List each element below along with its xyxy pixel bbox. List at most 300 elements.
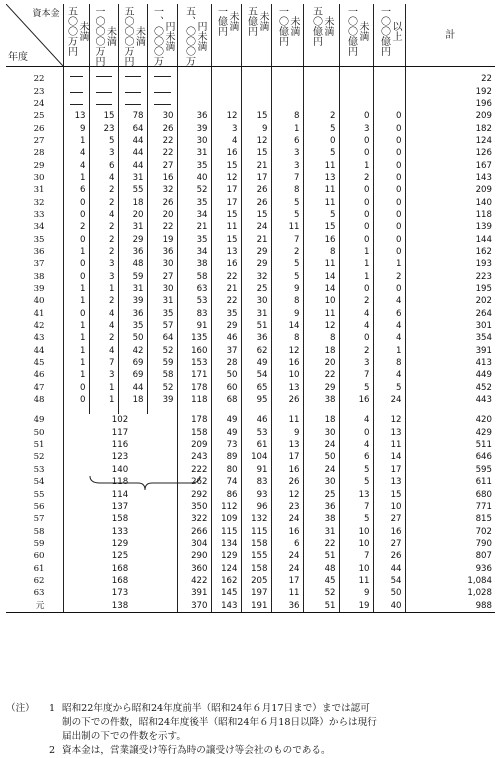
col-header-text: 一〇億円 [276,6,288,46]
value-cell: 0 [373,110,405,122]
value-cell: 1 [63,135,89,147]
value-cell: 2 [63,221,89,233]
value-cell: 30 [177,135,211,147]
value-cell: 27 [373,538,405,550]
empty-cell [373,85,405,97]
value-cell: 1 [89,382,118,394]
table-row [6,196,495,208]
value-cell: 9 [271,427,303,439]
total-cell: 452 [475,382,492,393]
value-cell: 91 [177,320,211,332]
value-cell: 73 [211,439,241,451]
value-cell: 0 [373,221,405,233]
value-cell: 15 [373,488,405,500]
col-header-text: 五億円 [245,6,257,36]
value-cell: 35 [177,196,211,208]
table-row [6,525,495,537]
year-cell: 43 [6,332,63,344]
value-cell: 6 [271,135,303,147]
empty-cell [303,98,339,110]
value-cell: 48 [303,562,339,574]
value-cell: 40 [177,172,211,184]
value-cell: 4 [373,320,405,332]
year-cell: 46 [6,369,63,381]
value-cell: 8 [271,184,303,196]
value-cell: 5 [89,135,118,147]
value-cell: 5 [271,196,303,208]
year-cell: 26 [6,122,63,134]
value-cell: 30 [303,476,339,488]
col-header-text: 一〇〇億円 [378,6,390,56]
merged-under-50m-cell: 138 [63,599,177,612]
dash-cell [63,98,89,110]
value-cell: 322 [177,513,211,525]
col-header-8 [271,4,303,67]
table-row [6,427,495,439]
year-cell: 42 [6,320,63,332]
table-row [6,233,495,245]
value-cell: 5 [271,258,303,270]
year-cell: 36 [6,246,63,258]
value-cell: 69 [118,369,147,381]
year-cell: 32 [6,196,63,208]
empty-cell [373,67,405,86]
value-cell: 3 [89,258,118,270]
year-cell: 元 [6,599,63,612]
total-cell: 264 [475,308,492,319]
value-cell: 8 [271,332,303,344]
total-cell: 223 [475,271,492,282]
col-header-2 [89,4,118,67]
total-cell: 182 [475,123,492,134]
value-cell: 13 [373,427,405,439]
value-cell: 35 [177,233,211,245]
value-cell: 1 [63,283,89,295]
value-cell: 44 [373,562,405,574]
value-cell: 1 [89,283,118,295]
value-cell: 15 [241,209,271,221]
value-cell: 160 [177,345,211,357]
total-cell: 420 [475,415,492,426]
col-header-3 [118,4,147,67]
value-cell: 30 [147,110,177,122]
col-header-text: 一〇〇億円 [345,6,357,56]
value-cell: 18 [303,414,339,426]
year-cell: 35 [6,233,63,245]
total-cell: 354 [475,333,492,344]
merged-under-50m-cell: 116 [63,439,177,451]
value-cell: 0 [373,246,405,258]
table-row [6,414,495,426]
value-cell: 6 [373,308,405,320]
value-cell: 17 [271,575,303,587]
total-cell: 192 [475,86,492,97]
value-cell: 0 [63,233,89,245]
value-cell: 0 [339,147,373,159]
col-header-10 [339,4,373,67]
value-cell: 197 [241,587,271,599]
empty-cell [177,67,211,86]
value-cell: 2 [89,196,118,208]
value-cell: 0 [339,233,373,245]
value-cell: 31 [303,525,339,537]
dash-cell [89,67,118,86]
value-cell: 39 [177,122,211,134]
value-cell: 0 [373,172,405,184]
value-cell: 12 [271,488,303,500]
value-cell: 132 [241,513,271,525]
table-row [6,147,495,159]
empty-cell [271,67,303,86]
value-cell: 209 [177,439,211,451]
total-header: 計 [405,4,495,67]
value-cell: 50 [373,587,405,599]
value-cell: 60 [211,382,241,394]
value-cell: 16 [339,394,373,406]
value-cell: 50 [303,451,339,463]
value-cell: 0 [63,196,89,208]
value-cell: 74 [211,476,241,488]
value-cell: 5 [271,271,303,283]
year-cell: 58 [6,525,63,537]
col-header-text: 円未満 [195,21,206,51]
value-cell: 12 [211,110,241,122]
total-cell: 815 [475,514,492,525]
value-cell: 2 [339,172,373,184]
value-cell: 1 [339,271,373,283]
value-cell: 13 [373,476,405,488]
value-cell: 30 [303,427,339,439]
total-cell: 511 [475,440,492,451]
value-cell: 21 [241,233,271,245]
value-cell: 118 [177,394,211,406]
total-cell: 702 [475,526,492,537]
value-cell: 12 [271,345,303,357]
value-cell: 0 [339,196,373,208]
value-cell: 1 [63,172,89,184]
value-cell: 290 [177,550,211,562]
empty-cell [211,67,241,86]
table-row [6,184,495,196]
value-cell: 134 [211,538,241,550]
table-row [6,122,495,134]
value-cell: 0 [339,427,373,439]
value-cell: 3 [89,369,118,381]
value-cell: 7 [339,550,373,562]
empty-cell [373,98,405,110]
value-cell: 15 [241,110,271,122]
merged-under-50m-cell: 168 [63,575,177,587]
year-cell: 55 [6,488,63,500]
table-row [6,67,495,86]
value-cell: 4 [211,135,241,147]
value-cell: 44 [118,159,147,171]
value-cell: 191 [241,599,271,612]
value-cell: 31 [118,283,147,295]
value-cell: 78 [118,110,147,122]
value-cell: 21 [241,159,271,171]
value-cell: 11 [271,221,303,233]
value-cell: 50 [211,369,241,381]
value-cell: 7 [89,357,118,369]
value-cell: 158 [241,562,271,574]
value-cell: 2 [339,295,373,307]
value-cell: 36 [271,599,303,612]
value-cell: 17 [271,451,303,463]
value-cell: 0 [339,283,373,295]
col-header-text: 五〇〇万円 [65,6,77,56]
value-cell: 178 [177,382,211,394]
value-cell: 15 [241,147,271,159]
note-2-text: 資本金は，営業譲受け等行為時の譲受け等会社のものである。 [62,745,331,756]
value-cell: 26 [241,184,271,196]
year-cell: 54 [6,476,63,488]
value-cell: 86 [211,488,241,500]
year-cell: 31 [6,184,63,196]
table-row [6,221,495,233]
value-cell: 171 [177,369,211,381]
header-row [6,4,495,67]
value-cell: 23 [271,501,303,513]
dash-cell [63,67,89,86]
value-cell: 104 [241,451,271,463]
value-cell: 4 [89,308,118,320]
year-cell: 45 [6,357,63,369]
value-cell: 16 [211,147,241,159]
year-label: 年度 [8,52,28,63]
value-cell: 22 [303,538,339,550]
value-cell: 4 [339,439,373,451]
value-cell: 29 [118,233,147,245]
value-cell: 19 [147,233,177,245]
value-cell: 22 [303,369,339,381]
value-cell: 29 [303,382,339,394]
value-cell: 0 [373,283,405,295]
value-cell: 0 [339,110,373,122]
value-cell: 7 [271,233,303,245]
value-cell: 1 [63,295,89,307]
value-cell: 9 [271,283,303,295]
value-cell: 11 [303,159,339,171]
empty-cell [211,98,241,110]
col-header-5 [177,4,211,67]
dash-cell [147,98,177,110]
col-header-11 [373,4,405,67]
value-cell: 10 [303,295,339,307]
value-cell: 38 [303,513,339,525]
value-cell: 2 [373,271,405,283]
value-cell: 63 [177,283,211,295]
value-cell: 83 [177,308,211,320]
value-cell: 64 [118,122,147,134]
dash-cell [89,98,118,110]
value-cell: 360 [177,562,211,574]
value-cell: 8 [373,357,405,369]
year-cell: 63 [6,587,63,599]
value-cell: 46 [211,332,241,344]
value-cell: 243 [177,451,211,463]
value-cell: 2 [89,221,118,233]
value-cell: 14 [373,451,405,463]
value-cell: 35 [147,308,177,320]
value-cell: 68 [211,394,241,406]
col-header-text: 五、〇〇〇万 [183,6,195,66]
value-cell: 2 [89,233,118,245]
note-2-number: 2 [48,745,56,756]
value-cell: 6 [89,159,118,171]
total-cell: 449 [475,370,492,381]
year-cell: 60 [6,550,63,562]
value-cell: 31 [118,172,147,184]
value-cell: 0 [373,135,405,147]
value-cell: 20 [118,209,147,221]
value-cell: 45 [303,575,339,587]
empty-cell [271,85,303,97]
value-cell: 1 [63,320,89,332]
value-cell: 0 [373,184,405,196]
value-cell: 10 [339,525,373,537]
year-cell: 28 [6,147,63,159]
col-header-4 [147,4,177,67]
value-cell: 32 [241,271,271,283]
value-cell: 17 [211,184,241,196]
value-cell: 14 [303,271,339,283]
value-cell: 11 [339,575,373,587]
table-row [6,295,495,307]
value-cell: 12 [373,414,405,426]
value-cell: 2 [89,332,118,344]
value-cell: 32 [147,184,177,196]
value-cell: 391 [177,587,211,599]
value-cell: 69 [118,357,147,369]
value-cell: 26 [147,196,177,208]
merged-under-50m-cell: 133 [63,525,177,537]
value-cell: 24 [271,550,303,562]
value-cell: 422 [177,575,211,587]
table-row [6,246,495,258]
table-row [6,172,495,184]
value-cell: 27 [147,271,177,283]
value-cell: 20 [303,357,339,369]
table-row [6,271,495,283]
value-cell: 5 [271,209,303,221]
value-cell: 6 [339,451,373,463]
dash-cell [89,85,118,97]
empty-cell [339,98,373,110]
value-cell: 266 [177,525,211,537]
value-cell: 0 [373,147,405,159]
value-cell: 9 [241,122,271,134]
value-cell: 9 [271,308,303,320]
dash-cell [63,85,89,97]
value-cell: 178 [177,414,211,426]
total-cell: 193 [475,259,492,270]
value-cell: 21 [211,283,241,295]
value-cell: 22 [147,135,177,147]
value-cell: 370 [177,599,211,612]
value-cell: 16 [303,233,339,245]
table-row [6,357,495,369]
value-cell: 35 [177,159,211,171]
value-cell: 4 [339,308,373,320]
value-cell: 0 [339,135,373,147]
value-cell: 3 [271,159,303,171]
value-cell: 5 [303,209,339,221]
value-cell: 22 [211,295,241,307]
year-cell: 59 [6,538,63,550]
total-cell: 413 [475,358,492,369]
value-cell: 26 [373,550,405,562]
value-cell: 0 [63,258,89,270]
value-cell: 46 [241,414,271,426]
value-cell: 39 [118,295,147,307]
value-cell: 5 [373,382,405,394]
table-row [6,451,495,463]
value-cell: 115 [211,525,241,537]
year-cell: 52 [6,451,63,463]
merged-under-50m-cell: 168 [63,562,177,574]
value-cell: 2 [303,110,339,122]
value-cell: 4 [339,320,373,332]
total-cell: 162 [475,246,492,257]
year-cell: 30 [6,172,63,184]
value-cell: 25 [241,283,271,295]
value-cell: 20 [147,209,177,221]
value-cell: 0 [63,209,89,221]
value-cell: 27 [373,513,405,525]
note-1-number: 1 [48,703,56,714]
dash-cell [118,98,147,110]
value-cell: 9 [339,587,373,599]
value-cell: 11 [303,196,339,208]
value-cell: 145 [211,587,241,599]
value-cell: 0 [373,159,405,171]
value-cell: 16 [271,357,303,369]
value-cell: 5 [339,382,373,394]
table-row [6,258,495,270]
value-cell: 155 [241,550,271,562]
col-header-text: 以上 [390,21,401,41]
table-row [6,550,495,562]
value-cell: 0 [63,308,89,320]
total-cell: 301 [475,321,492,332]
year-cell: 23 [6,85,63,97]
value-cell: 16 [271,525,303,537]
value-cell: 38 [303,394,339,406]
value-cell: 16 [373,525,405,537]
value-cell: 29 [241,258,271,270]
year-cell: 56 [6,501,63,513]
value-cell: 3 [89,147,118,159]
value-cell: 10 [271,369,303,381]
value-cell: 11 [271,414,303,426]
value-cell: 0 [373,233,405,245]
empty-cell [177,98,211,110]
col-header-7 [241,4,271,67]
value-cell: 51 [303,599,339,612]
value-cell: 205 [241,575,271,587]
merged-under-50m-cell: 158 [63,513,177,525]
col-header-text: 未満 [322,16,333,36]
value-cell: 64 [147,332,177,344]
value-cell: 12 [211,172,241,184]
table-row [6,599,495,612]
merged-under-50m-cell: 114 [63,488,177,500]
col-header-text: 一億円 [215,6,227,36]
value-cell: 1 [373,258,405,270]
value-cell: 15 [211,233,241,245]
table-row [6,369,495,381]
